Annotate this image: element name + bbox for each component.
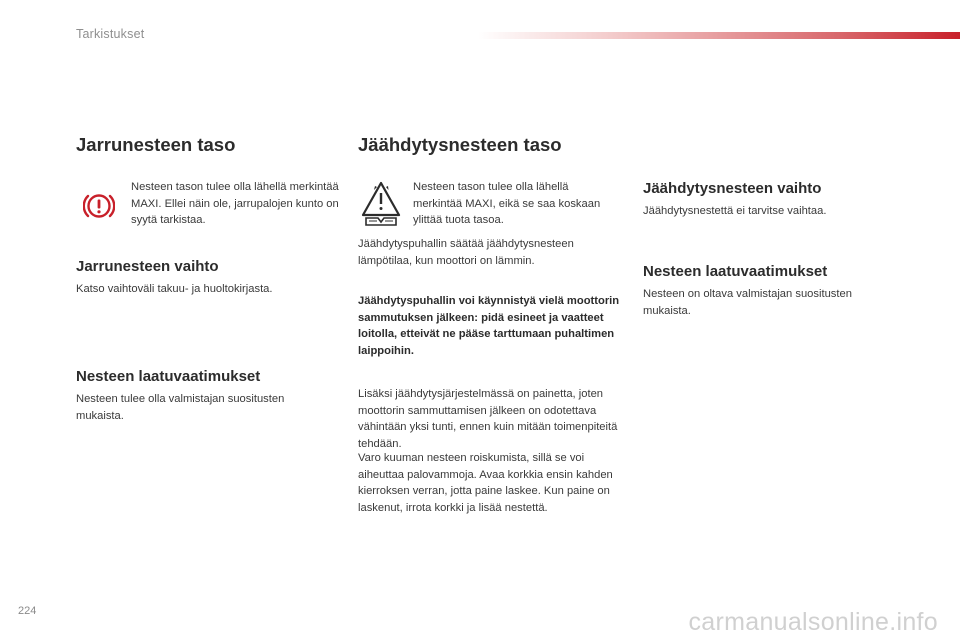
section-title: Tarkistukset — [76, 27, 145, 41]
brake-fluid-level-text: Nesteen tason tulee olla lähellä merkintää MAXI. Ellei näin ole, jarrupalojen kunto on syytä tarkistaa. — [131, 181, 339, 226]
coolant-fan-text: Jäähdytyspuhallin säätää jäähdytysnesteen lämpötilaa, kun moottori on lämmin. — [358, 238, 574, 267]
brake-fluid-quality-text: Nesteen tulee olla valmistajan suositusten mukaista. — [76, 393, 285, 422]
coolant-quality-heading: Nesteen laatuvaatimukset — [643, 263, 828, 280]
coolant-change-heading: Jäähdytysnesteen vaihto — [643, 180, 822, 197]
header-accent-bar — [478, 32, 960, 39]
coolant-fan-warning-text: Jäähdytyspuhallin voi käynnistyä vielä moottorin sammutuksen jälkeen: pidä esineet ja vaatteet loitolla, etteivät ne pääse tarttumaan puhaltimen laippoihin. — [358, 295, 620, 357]
brake-fluid-heading: Jarrunesteen taso — [76, 134, 236, 155]
brake-fluid-quality-heading: Nesteen laatuvaatimukset — [76, 368, 261, 385]
coolant-level-heading: Jäähdytysnesteen taso — [358, 134, 562, 155]
brake-fluid-change-text: Katso vaihtoväli takuu- ja huoltokirjasta. — [76, 283, 273, 295]
coolant-level-text: Nesteen tason tulee olla lähellä merkintää MAXI, eikä se saa koskaan ylittää tuota tasoa. — [413, 181, 601, 226]
coolant-warning-icon — [360, 180, 402, 226]
coolant-quality-text: Nesteen on oltava valmistajan suositusten mukaista. — [643, 288, 852, 317]
brake-warning-icon — [83, 190, 115, 222]
brake-fluid-change-heading: Jarrunesteen vaihto — [76, 258, 219, 275]
coolant-pressure-text: Lisäksi jäähdytysjärjestelmässä on painetta, joten moottorin sammuttamisen jälkeen on odotettava vähintään yksi tunti, ennen kuin mitään toimenpiteitä tehdään. — [358, 388, 618, 450]
coolant-burn-warning-text: Varo kuuman nesteen roiskumista, sillä se voi aiheuttaa palovammoja. Avaa korkkia ensin kahden kierroksen verran, jotta paine laskee. Kun paine on laskenut, irrota korkki ja lisää nestettä. — [358, 452, 613, 514]
watermark: carmanualsonline.info — [688, 608, 938, 636]
coolant-change-text: Jäähdytysnestettä ei tarvitse vaihtaa. — [643, 205, 827, 217]
page-number: 224 — [18, 605, 37, 617]
